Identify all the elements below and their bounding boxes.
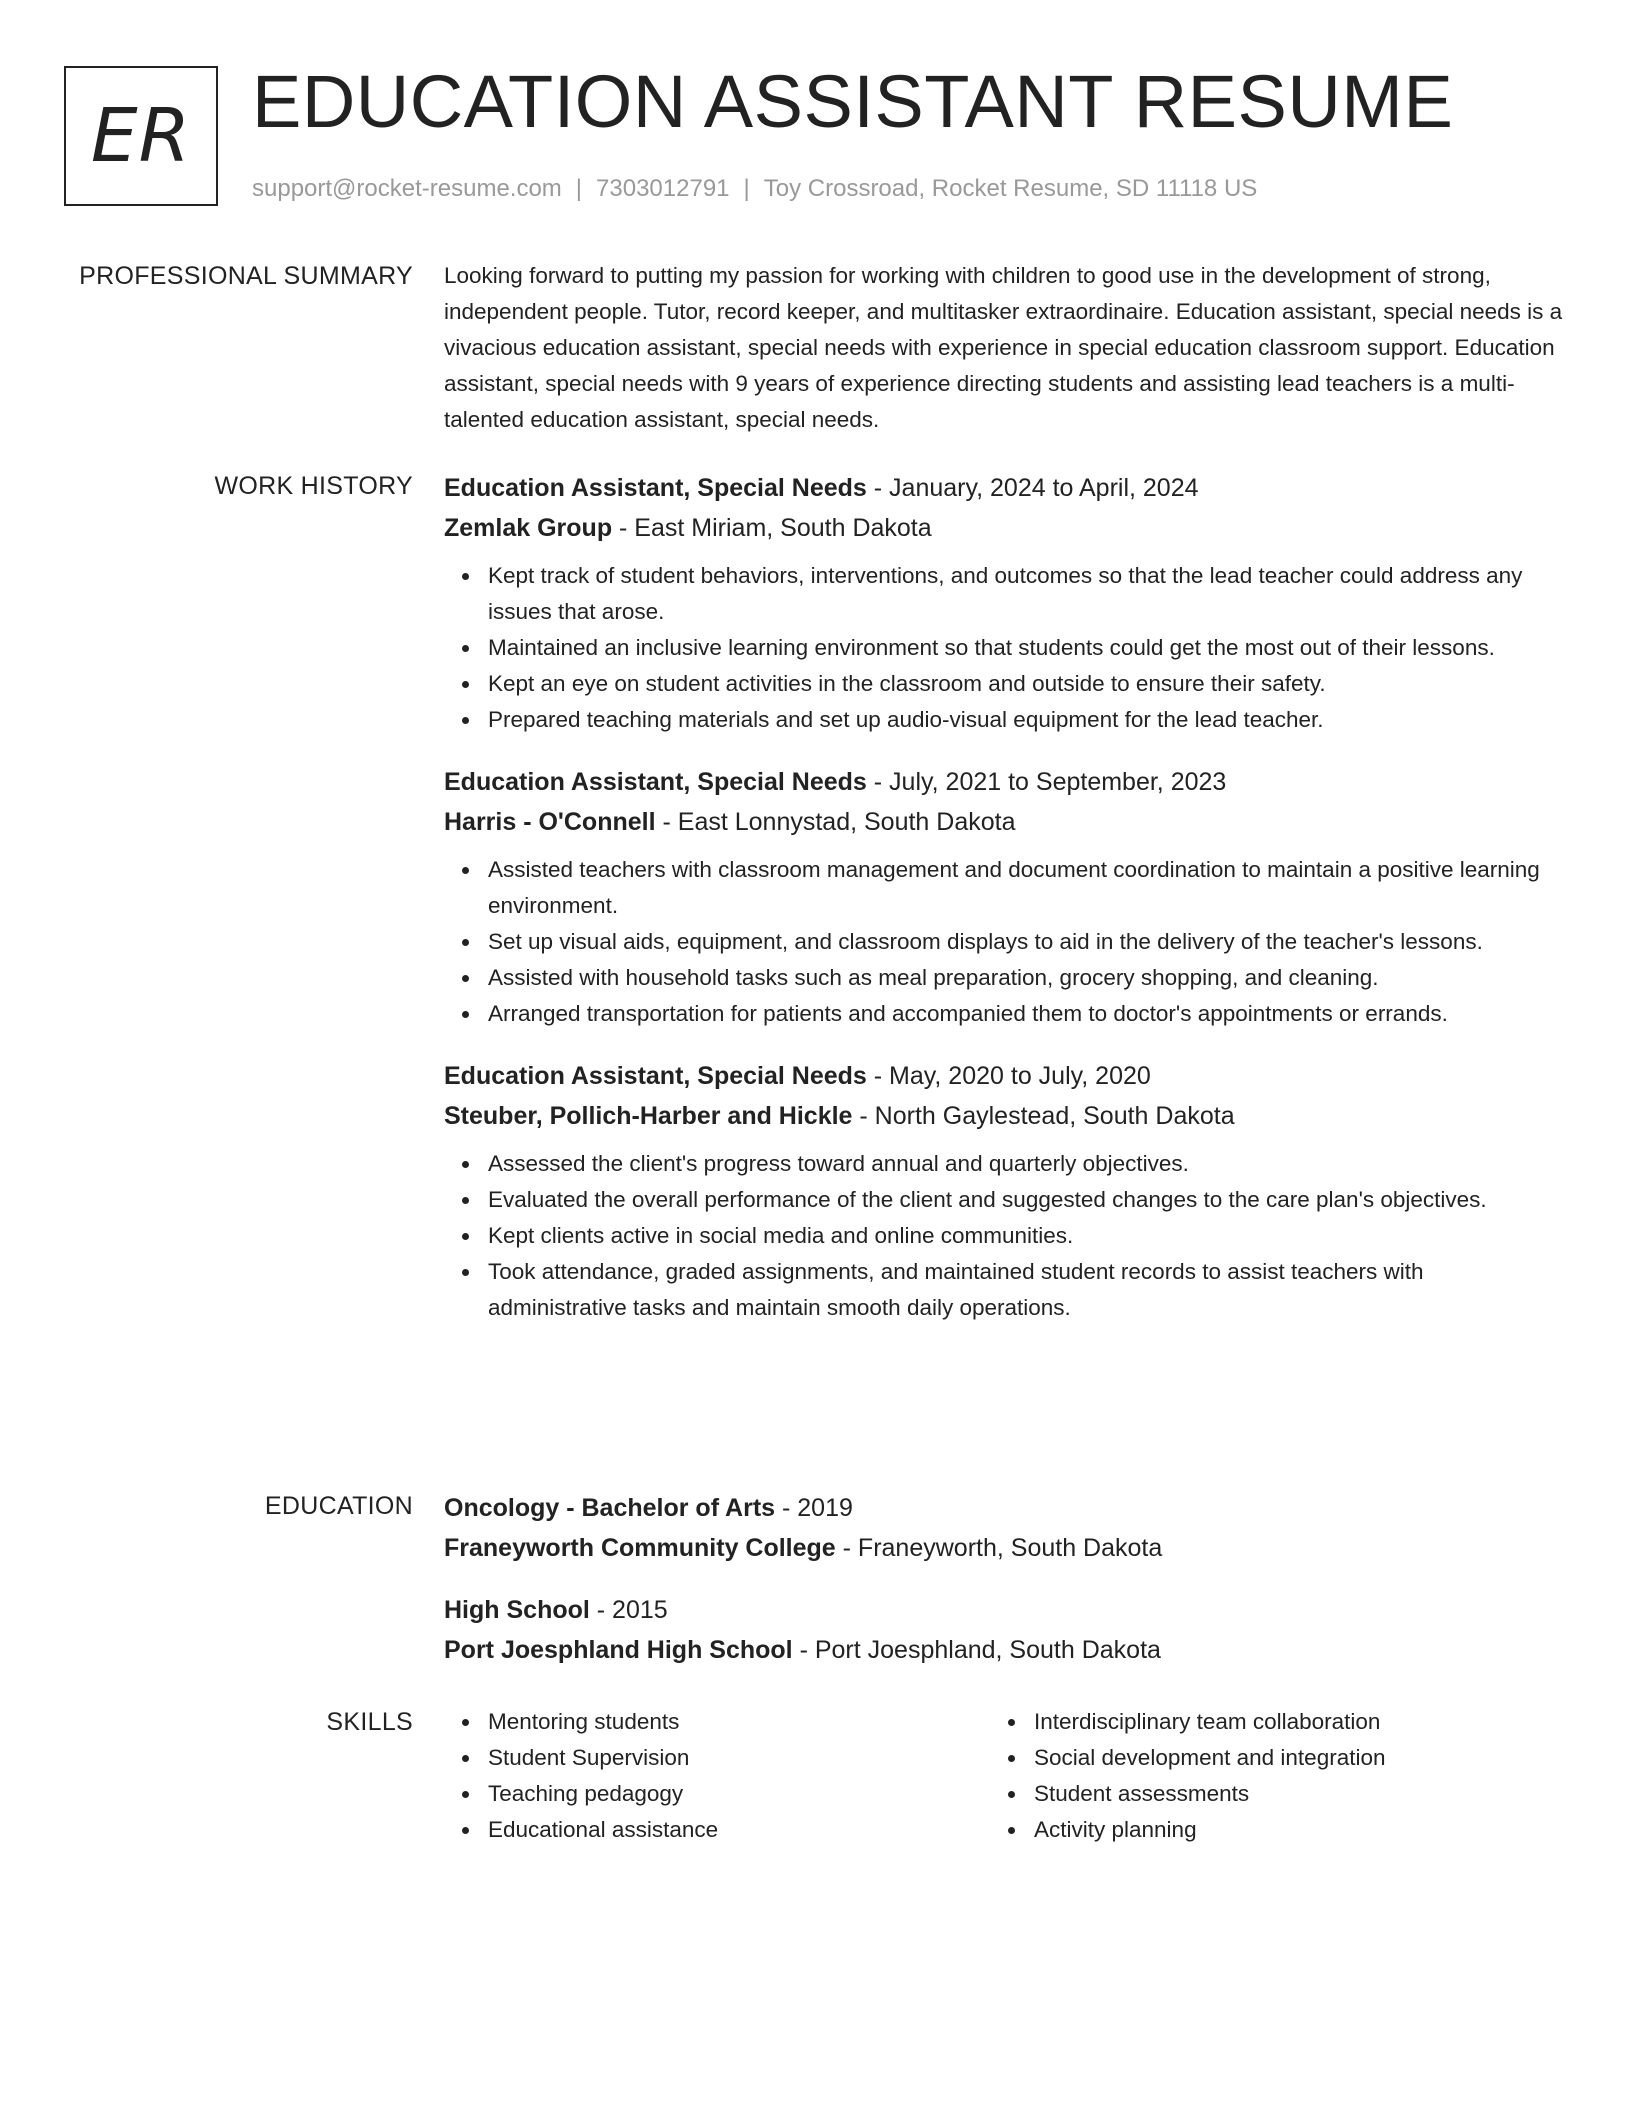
contact-phone[interactable]: 7303012791 — [596, 175, 730, 202]
job-title-line — [444, 762, 1564, 802]
job-title: Education Assistant, Special Needs — [444, 768, 867, 796]
skill-item: Activity planning — [1034, 1812, 1536, 1848]
education-school-line — [444, 1528, 1564, 1568]
section-label-skills: SKILLS — [326, 1708, 413, 1736]
skill-item: Student assessments — [1034, 1776, 1536, 1812]
job-bullet: Assessed the client's progress toward annual and quarterly objectives. — [488, 1146, 1564, 1182]
education-degree-line — [444, 1488, 1564, 1528]
education-location: - Port Joesphland, South Dakota — [792, 1636, 1161, 1664]
skill-item: Student Supervision — [488, 1740, 990, 1776]
skill-item: Interdisciplinary team collaboration — [1034, 1704, 1536, 1740]
contact-separator: | — [575, 175, 583, 202]
job-bullet: Set up visual aids, equipment, and classroom displays to aid in the delivery of the teacher's lessons. — [488, 924, 1564, 960]
job-title: Education Assistant, Special Needs — [444, 474, 867, 502]
work-history-body — [444, 468, 1564, 1350]
skills-list — [990, 1704, 1536, 1848]
job-entry — [444, 762, 1564, 1032]
job-bullet: Arranged transportation for patients and accompanied them to doctor's appointments or errands. — [488, 996, 1564, 1032]
job-bullets — [444, 852, 1564, 1032]
job-company: Zemlak Group — [444, 514, 613, 542]
skills-column-left — [444, 1704, 990, 1848]
skills-body — [444, 1704, 1564, 1848]
job-company: Harris - O'Connell — [444, 808, 656, 836]
job-bullet: Maintained an inclusive learning environment so that students could get the most out of their lessons. — [488, 630, 1564, 666]
education-degree: Oncology - Bachelor of Arts — [444, 1494, 776, 1522]
job-location: - East Lonnystad, South Dakota — [655, 808, 1016, 836]
education-body — [444, 1488, 1564, 1692]
education-year: - 2015 — [589, 1596, 668, 1624]
education-entry — [444, 1590, 1564, 1670]
section-label-work-history: WORK HISTORY — [214, 472, 413, 500]
summary-text: Looking forward to putting my passion for working with children to good use in the development of strong, independent people. Tutor, record keeper, and multitasker extraordinaire. Education assistant, special needs is a vivacious education assistant, special needs with experience in special education classroom support. Education assistant, special needs with 9 years of experience directing students and assisting lead teachers is a multi-talented education assistant, special needs. — [444, 263, 1563, 432]
job-title-line — [444, 1056, 1564, 1096]
resume-title: EDUCATION ASSISTANT RESUME — [252, 60, 1454, 143]
contact-email[interactable]: support@rocket-resume.com — [252, 175, 562, 202]
job-bullet: Kept an eye on student activities in the classroom and outside to ensure their safety. — [488, 666, 1564, 702]
job-company-line — [444, 802, 1564, 842]
job-location: - North Gaylestead, South Dakota — [852, 1102, 1235, 1130]
job-bullet: Kept clients active in social media and online communities. — [488, 1218, 1564, 1254]
skill-item: Mentoring students — [488, 1704, 990, 1740]
initials-monogram — [64, 66, 218, 206]
job-bullet: Evaluated the overall performance of the client and suggested changes to the care plan's objectives. — [488, 1182, 1564, 1218]
skills-grid — [444, 1704, 1564, 1848]
job-entry — [444, 468, 1564, 738]
job-company-line — [444, 1096, 1564, 1136]
job-entry — [444, 1056, 1564, 1326]
job-dates: - January, 2024 to April, 2024 — [866, 474, 1199, 502]
contact-address: Toy Crossroad, Rocket Resume, SD 11118 US — [763, 175, 1258, 202]
job-bullets — [444, 1146, 1564, 1326]
education-location: - Franeyworth, South Dakota — [835, 1534, 1163, 1562]
skills-column-right — [990, 1704, 1536, 1848]
job-title: Education Assistant, Special Needs — [444, 1062, 867, 1090]
job-dates: - May, 2020 to July, 2020 — [866, 1062, 1151, 1090]
skill-item: Social development and integration — [1034, 1740, 1536, 1776]
summary-body — [444, 258, 1564, 438]
job-title-line — [444, 468, 1564, 508]
education-degree-line — [444, 1590, 1564, 1630]
skill-item: Teaching pedagogy — [488, 1776, 990, 1812]
education-school: Franeyworth Community College — [444, 1534, 836, 1562]
section-label-summary: PROFESSIONAL SUMMARY — [79, 262, 413, 290]
education-school-line — [444, 1630, 1564, 1670]
skill-item: Educational assistance — [488, 1812, 990, 1848]
initials-text: ER — [90, 93, 192, 179]
contact-separator: | — [743, 175, 750, 202]
job-bullet: Took attendance, graded assignments, and maintained student records to assist teachers with administrative tasks and maintain smooth daily operations. — [488, 1254, 1564, 1326]
skills-list — [444, 1704, 990, 1848]
job-dates: - July, 2021 to September, 2023 — [866, 768, 1227, 796]
job-bullet: Kept track of student behaviors, interventions, and outcomes so that the lead teacher could address any issues that arose. — [488, 558, 1564, 630]
job-bullet: Prepared teaching materials and set up audio-visual equipment for the lead teacher. — [488, 702, 1564, 738]
education-degree: High School — [444, 1596, 590, 1624]
job-location: - East Miriam, South Dakota — [612, 514, 932, 542]
contact-line — [252, 172, 1257, 206]
job-bullet: Assisted teachers with classroom management and document coordination to maintain a positive learning environment. — [488, 852, 1564, 924]
education-entry — [444, 1488, 1564, 1568]
job-bullets — [444, 558, 1564, 738]
job-bullet: Assisted with household tasks such as meal preparation, grocery shopping, and cleaning. — [488, 960, 1564, 996]
education-school: Port Joesphland High School — [444, 1636, 793, 1664]
section-label-education: EDUCATION — [264, 1492, 413, 1520]
job-company-line — [444, 508, 1564, 548]
job-company: Steuber, Pollich-Harber and Hickle — [444, 1102, 853, 1130]
education-year: - 2019 — [775, 1494, 853, 1522]
